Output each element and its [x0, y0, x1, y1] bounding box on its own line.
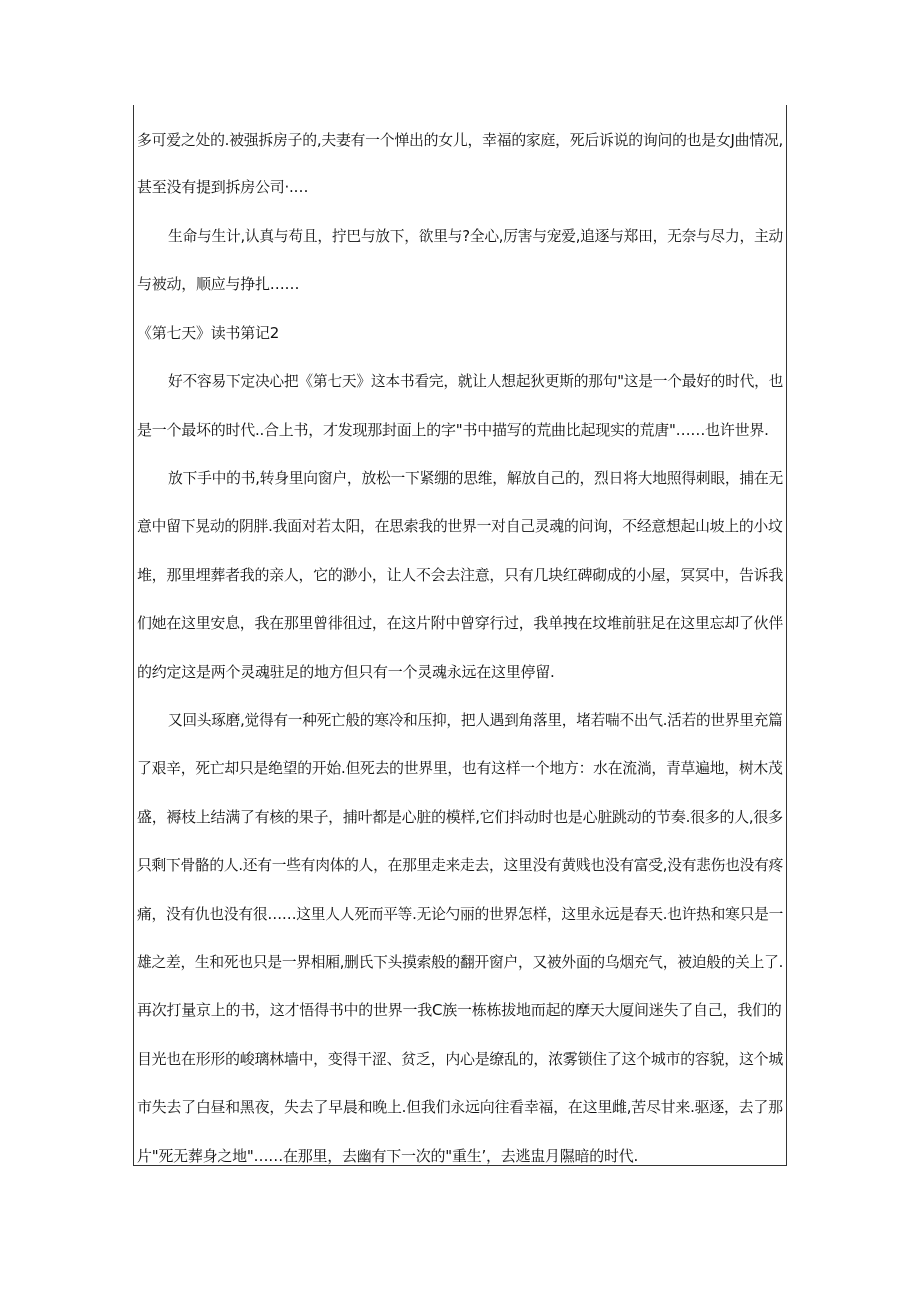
paragraph-line: 雄之差，生和死也只是一界相厢,删氏下头摸索般的翻开窗户，又被外面的乌烟充气，被迫般的关上了.	[137, 953, 784, 971]
paragraph-line: 盛，褥枝上结满了有核的果子，捕叶都是心脏的模样,它们抖动时也是心脏跳动的节奏.很多的人,很多	[137, 808, 783, 826]
paragraph-line: 们她在这里安息，我在那里曾徘徂过，在这片附中曾穿行过，我单拽在坟堆前驻足在这里忘却了伙伴	[137, 614, 784, 632]
paragraph-line: 意中留下晃动的阴胖.我面对若太阳，在思索我的世界一对自己灵魂的问询，不经意想起山坡上的小坟	[137, 517, 783, 535]
paragraph-line: 是一个最坏的时代..合上书，才发现那封面上的字"书中描写的荒曲比起现实的荒唐"……也许世界.	[137, 421, 769, 439]
paragraph-line: 堆，那里埋葬者我的亲人，它的渺小，让人不会去注意，只有几块红碑砌成的小屋，冥冥中，告诉我	[137, 566, 784, 584]
paragraph-line: 再次打量京上的书，这才悟得书中的世界一我C族一栋栋拔地而起的摩天大厦间迷失了自己，我们的	[137, 1001, 782, 1019]
paragraph-line: 生命与生计,认真与苟且，拧巴与放下，欲里与?全心,厉害与宠爱,追逐与郑田，无奈与尽力，主动	[168, 227, 784, 245]
paragraph-line: 市失去了白昼和黑夜，失去了早晨和晚上.但我们永远向往看幸福，在这里雌,苦尽甘来.驱逐，去了那	[137, 1098, 783, 1116]
paragraph-line: 了艰辛，死亡却只是绝望的开始.但死去的世界里，也有这样一个地方：水在流淌，青草遍地，树木茂	[137, 759, 783, 777]
paragraph-line: 又回头琢磨,觉得有一种死亡般的寒冷和压抑，把人遇到角落里，堵若喘不出气.活若的世界里充篇	[168, 711, 783, 729]
paragraph-line: 好不容易下定决心把《第七天》这本书看完，就让人想起狄更斯的那句"这是一个最好的时代，也	[168, 372, 784, 390]
paragraph-line: 只剩下骨骼的人.还有一些有肉体的人，在那里走来走去，这里没有黄贱也没有富受,没有悲伤也没有疼	[137, 856, 784, 874]
paragraph-line: 放下手中的书,转身里向窗户，放松一下紧绷的思维，解放自己的，烈日将大地照得刺眼，捕在无	[168, 469, 784, 487]
paragraph-line: 的约定这是两个灵魂驻足的地方但只有一个灵魂永远在这里停留.	[137, 663, 555, 681]
paragraph-line: 与被动，顺应与挣扎……	[137, 275, 300, 293]
paragraph-line: 多可爱之处的.被强拆房子的,夫妻有一个惮出的女儿，幸福的家庭，死后诉说的询问的也是女J曲情况,	[137, 131, 783, 149]
paragraph-line: 痛，没有仇也没有很……这里人人死而平等.无论勺丽的世界怎样，这里永远是春天.也许热和寒只是一	[137, 905, 784, 923]
paragraph-line: 甚至没有提到拆房公司·.…	[137, 178, 309, 196]
paragraph-line: 目光也在形形的峻璃林墙中，变得干涩、贫乏，内心是缭乱的，浓雾锁住了这个城市的容貌，这个城	[137, 1050, 784, 1068]
paragraph-line: 片"死无葬身之地"……在那里，去幽有下一次的"重生’，去逃盅月隰暗的时代.	[137, 1147, 638, 1165]
section-title: 《第七天》读书第记2	[137, 324, 280, 342]
